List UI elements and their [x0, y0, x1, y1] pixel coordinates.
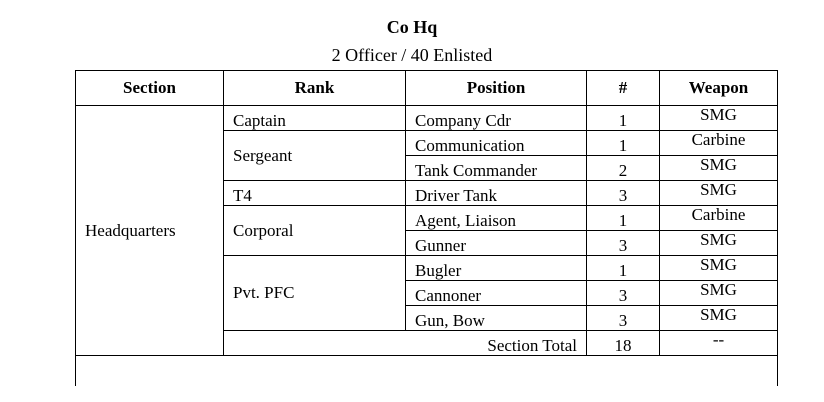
section-total-label: Section Total: [224, 331, 587, 356]
column-header-rank: Rank: [224, 71, 406, 106]
blank-cell: [76, 356, 778, 387]
weapon-cell: SMG: [660, 181, 778, 206]
weapon-cell: SMG: [660, 281, 778, 306]
page-title: Co Hq: [386, 17, 438, 37]
weapon-cell: Carbine: [660, 131, 778, 156]
section-cell: Headquarters: [76, 106, 224, 356]
table-header-row: [76, 71, 778, 106]
count-cell: 1: [587, 131, 660, 156]
weapon-cell: SMG: [660, 156, 778, 181]
column-header-position: Position: [406, 71, 587, 106]
count-cell: 1: [587, 206, 660, 231]
table-row: [76, 106, 778, 131]
weapon-cell: Carbine: [660, 206, 778, 231]
count-cell: 3: [587, 181, 660, 206]
position-cell: Communication: [406, 131, 587, 156]
organization-table: [75, 70, 778, 386]
position-cell: Gunner: [406, 231, 587, 256]
rank-cell: Sergeant: [224, 131, 406, 181]
column-header-count: #: [587, 71, 660, 106]
position-cell: Bugler: [406, 256, 587, 281]
position-cell: Cannoner: [406, 281, 587, 306]
blank-row: [76, 356, 778, 387]
count-cell: 1: [587, 106, 660, 131]
rank-cell: Captain: [224, 106, 406, 131]
position-cell: Driver Tank: [406, 181, 587, 206]
section-total-weapon: --: [660, 331, 778, 356]
rank-cell: Corporal: [224, 206, 406, 256]
count-cell: 3: [587, 306, 660, 331]
weapon-cell: SMG: [660, 256, 778, 281]
position-cell: Agent, Liaison: [406, 206, 587, 231]
weapon-cell: SMG: [660, 106, 778, 131]
count-cell: 1: [587, 256, 660, 281]
column-header-weapon: Weapon: [660, 71, 778, 106]
weapon-cell: SMG: [660, 306, 778, 331]
position-cell: Tank Commander: [406, 156, 587, 181]
column-header-section: Section: [76, 71, 224, 106]
rank-cell: Pvt. PFC: [224, 256, 406, 331]
rank-cell: T4: [224, 181, 406, 206]
section-total-count: 18: [587, 331, 660, 356]
count-cell: 3: [587, 281, 660, 306]
position-cell: Company Cdr: [406, 106, 587, 131]
position-cell: Gun, Bow: [406, 306, 587, 331]
weapon-cell: SMG: [660, 231, 778, 256]
count-cell: 2: [587, 156, 660, 181]
page-subtitle: 2 Officer / 40 Enlisted: [331, 45, 493, 65]
count-cell: 3: [587, 231, 660, 256]
